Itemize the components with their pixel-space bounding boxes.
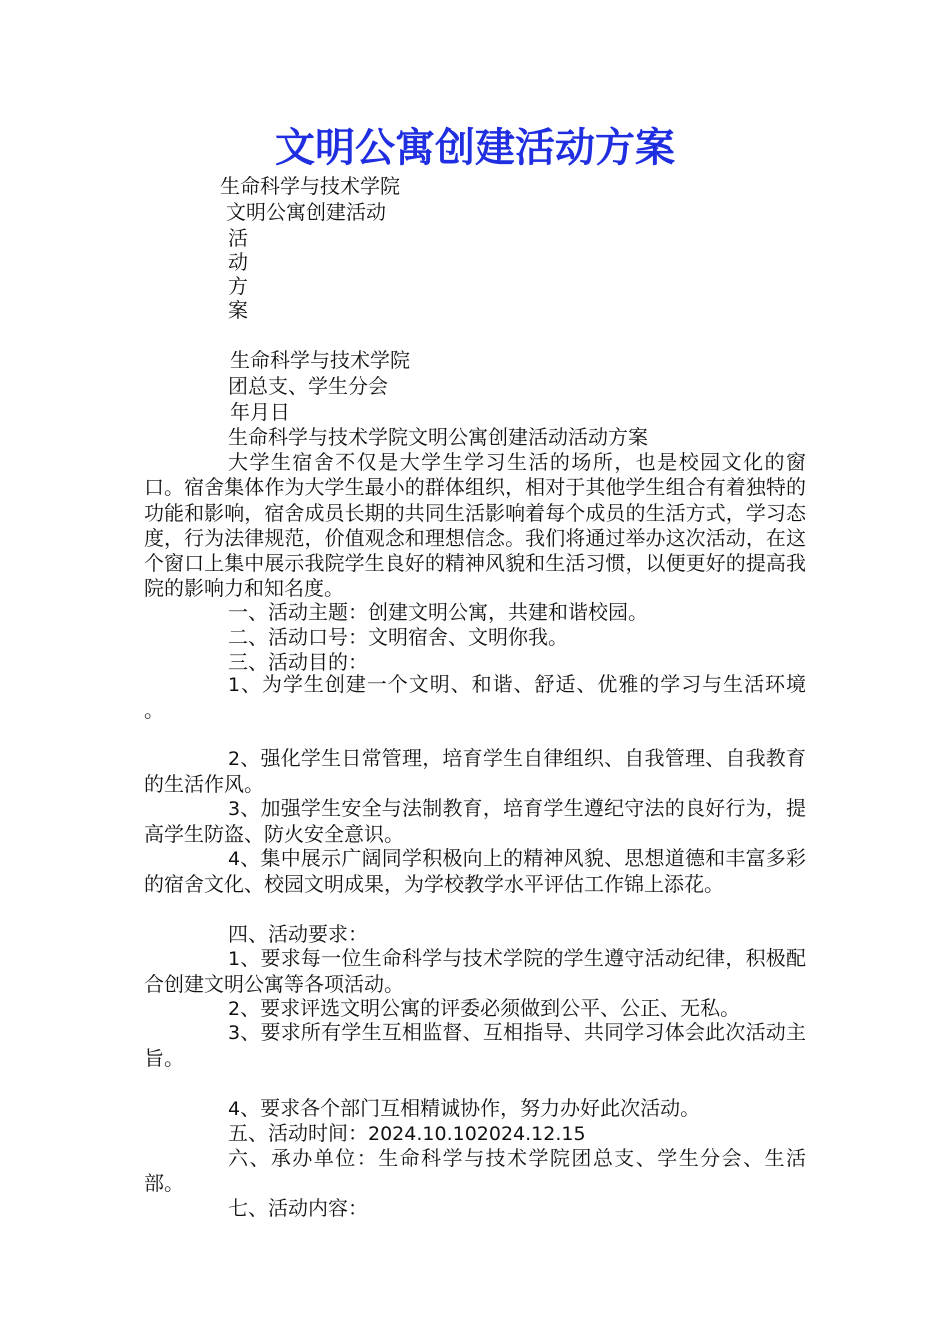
cover-vertical-char: 动 <box>228 250 248 274</box>
section-requirements-heading: 四、活动要求： <box>228 922 368 946</box>
section-purpose-heading: 三、活动目的： <box>228 650 368 674</box>
section-content-heading: 七、活动内容： <box>228 1196 368 1220</box>
section-theme: 一、活动主题：创建文明公寓，共建和谐校园。 <box>228 600 648 624</box>
requirement-item: 4、要求各个部门互相精诚协作，努力办好此次活动。 <box>228 1096 701 1120</box>
requirement-item: 1、要求每一位生命科学与技术学院的学生遵守活动纪律，积极配合创建文明公寓等各项活动。 <box>144 946 806 997</box>
cover-org-union: 团总支、学生分会 <box>228 374 388 398</box>
section-time: 五、活动时间：2024.10.102024.12.15 <box>228 1121 586 1145</box>
intro-paragraph: 大学生宿舍不仅是大学生学习生活的场所，也是校园文化的窗口。宿舍集体作为大学生最小的群体组织，相对于其他学生组合有着独特的功能和影响，宿舍成员长期的共同生活影响着每个成员的生活方式，学习态度，行为法律规范，价值观念和理想信念。我们将通过举办这次活动，在这个窗口上集中展示我院学生良好的精神风貌和生活习惯，以便更好的提高我院的影响力和知名度。 <box>144 450 806 601</box>
cover-vertical-char: 案 <box>228 298 248 322</box>
cover-line-activity: 文明公寓创建活动 <box>226 200 386 224</box>
purpose-item: 2、强化学生日常管理，培育学生自律组织、自我管理、自我教育的生活作风。 <box>144 746 806 797</box>
cover-org-college: 生命科学与技术学院 <box>230 348 410 372</box>
cover-date: 年月日 <box>230 400 290 424</box>
purpose-item: 4、集中展示广阔同学积极向上的精神风貌、思想道德和丰富多彩的宿舍文化、校园文明成果，为学校教学水平评估工作锦上添花。 <box>144 846 806 897</box>
section-organizer: 六、承办单位：生命科学与技术学院团总支、学生分会、生活部。 <box>144 1146 806 1196</box>
document-title: 文明公寓创建活动方案 <box>275 125 675 171</box>
cover-vertical-char: 方 <box>228 274 248 298</box>
purpose-item: 1、为学生创建一个文明、和谐、舒适、优雅的学习与生活环境 。 <box>144 672 806 723</box>
cover-line-college: 生命科学与技术学院 <box>220 174 400 198</box>
requirement-item: 3、要求所有学生互相监督、互相指导、共同学习体会此次活动主旨。 <box>144 1020 806 1071</box>
section-slogan: 二、活动口号：文明宿舍、文明你我。 <box>228 625 568 649</box>
plan-heading: 生命科学与技术学院文明公寓创建活动活动方案 <box>228 425 648 449</box>
purpose-item: 3、加强学生安全与法制教育，培育学生遵纪守法的良好行为，提高学生防盗、防火安全意识。 <box>144 796 806 847</box>
cover-vertical-char: 活 <box>228 226 248 250</box>
requirement-item: 2、要求评选文明公寓的评委必须做到公平、公正、无私。 <box>228 996 741 1020</box>
